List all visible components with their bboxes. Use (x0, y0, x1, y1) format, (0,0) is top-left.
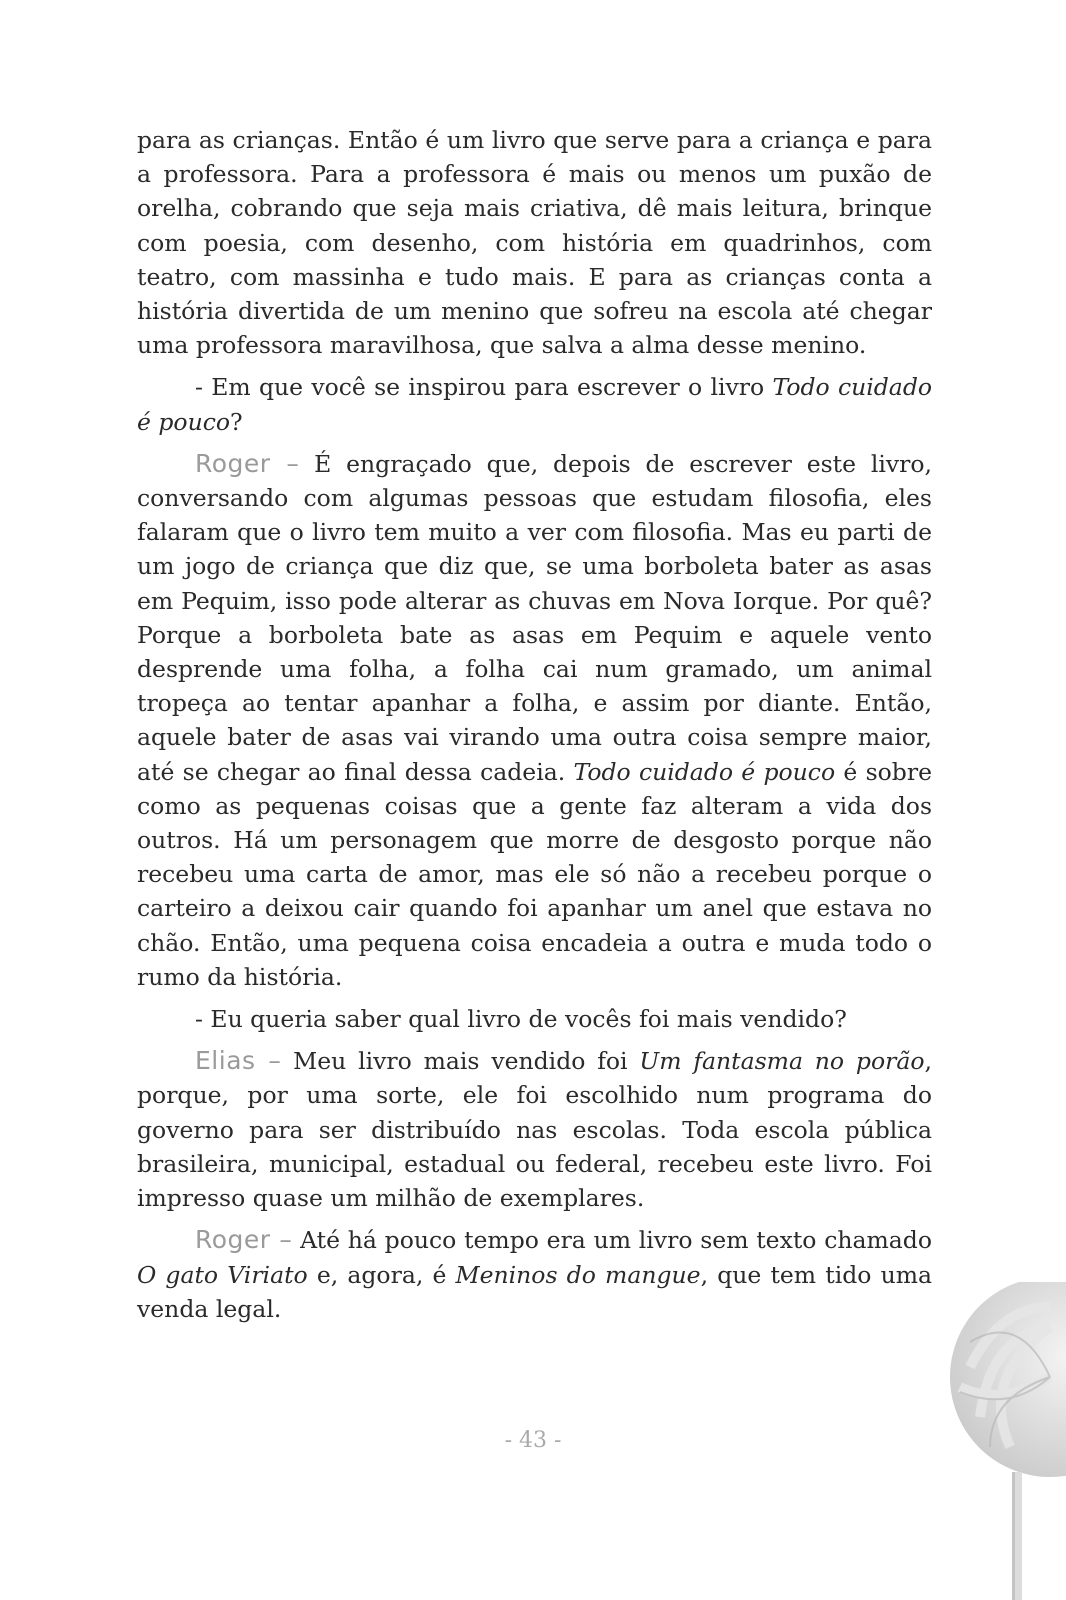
book-title: Meninos do mangue (455, 1260, 701, 1289)
book-page-text (137, 123, 932, 1334)
question-best-seller (137, 1002, 932, 1036)
answer-text: , porque, por uma sorte, ele foi escolhido num programa do governo para ser distribuído nas escolas. Toda escola pública brasileira, municipal, estadual ou federal, recebeu este livro. Foi impresso quase um milhão de exemplares. (137, 1047, 932, 1213)
paragraph-text: para as crianças. Então é um livro que serve para a criança e para a professora. Para a professora é mais ou menos um puxão de orelha, cobrando que seja mais criativa, dê mais leitura, brinque com poesia, com desenho, com história em quadrinhos, com teatro, com massinha e tudo mais. E para as crianças conta a história divertida de um menino que sofreu na escola até chegar uma professora maravilhosa, que salva a alma desse menino. (137, 126, 932, 360)
speaker-name: Roger – (195, 1225, 293, 1255)
page-number: - 43 - (504, 1428, 562, 1453)
answer-roger-inspiration (137, 447, 932, 994)
answer-text: e, agora, é (307, 1260, 456, 1289)
answer-roger-best-seller (137, 1223, 932, 1326)
answer-elias-best-seller (137, 1044, 932, 1215)
speaker-name: Elias – (195, 1046, 282, 1076)
speaker-name: Roger – (195, 448, 300, 478)
question-text: ? (230, 407, 243, 436)
question-text: - Em que você se inspirou para escrever o livro (195, 373, 773, 402)
question-text: - Eu queria saber qual livro de vocês foi mais vendido? (195, 1005, 847, 1034)
answer-text: Até há pouco tempo era um livro sem texto chamado (292, 1226, 932, 1255)
question-inspiration (137, 370, 932, 438)
answer-text: , que tem tido uma venda legal. (137, 1260, 932, 1323)
book-title: Todo cuidado é pouco (137, 373, 933, 436)
answer-text: É engraçado que, depois de escrever este livro, conversando com algumas pessoas que estudam filosofia, eles falaram que o livro tem muito a ver com filosofia. Mas eu parti de um jogo de criança que diz que, se uma borboleta bater as asas em Pequim, isso pode alterar as chuvas em Nova Iorque. Por quê? Porque a borboleta bate as asas em Pequim e aquele vento desprende uma folha, a folha cai num gramado, um animal tropeça ao tentar apanhar a folha, e assim por diante. Então, aquele bater de asas vai virando uma outra coisa sempre maior, até se chegar ao final dessa cadeia. (137, 449, 932, 786)
book-title: Um fantasma no porão (639, 1047, 925, 1076)
paragraph-continuation (137, 123, 932, 362)
answer-text: é sobre como as pequenas coisas que a gente faz alteram a vida dos outros. Há um personagem que morre de desgosto porque não recebeu uma carta de amor, mas ele só não a recebeu porque o carteiro a deixou cair quando foi apanhar um anel que estava no chão. Então, uma pequena coisa encadeia a outra e muda todo o rumo da história. (137, 757, 932, 991)
book-title: Todo cuidado é pouco (573, 757, 836, 786)
answer-text: Meu livro mais vendido foi (281, 1047, 640, 1076)
lollipop-icon (940, 1282, 1066, 1600)
book-title: O gato Viriato (137, 1260, 308, 1289)
